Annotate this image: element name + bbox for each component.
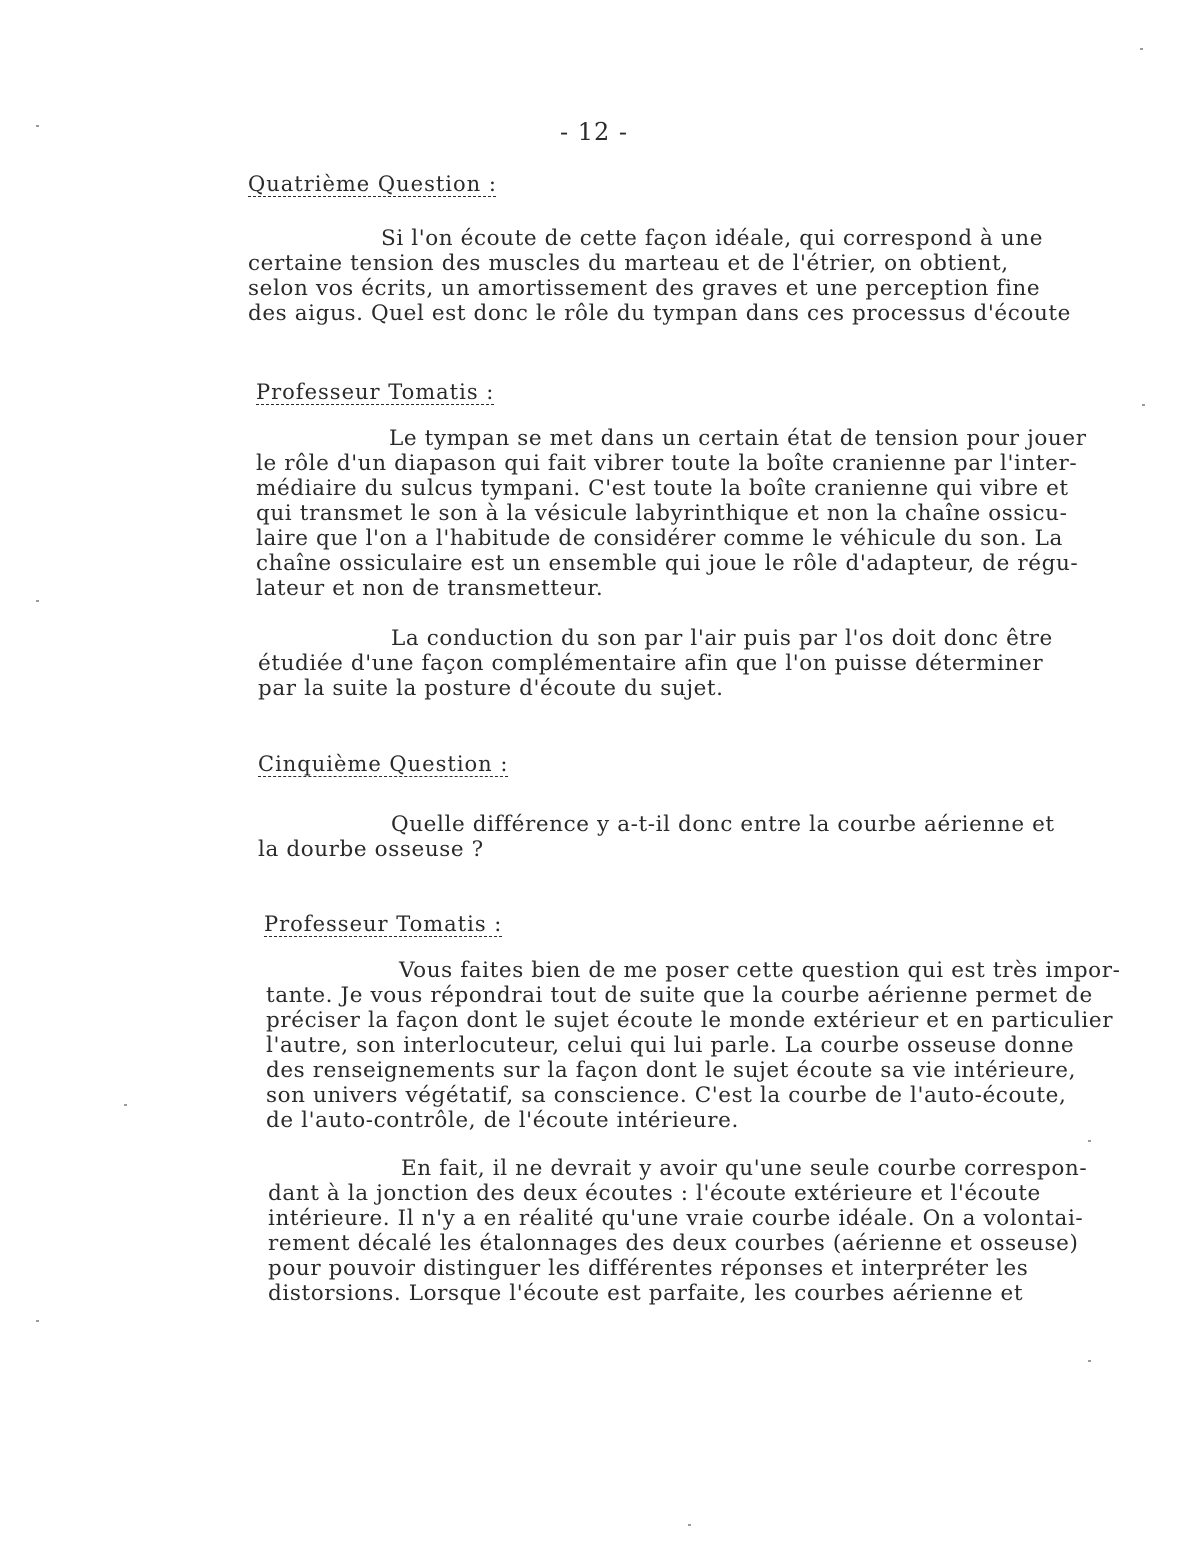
- question-4-paragraph: [248, 226, 1071, 326]
- section-heading-answer-5: Professeur Tomatis :: [264, 912, 503, 936]
- text-line: distorsions. Lorsque l'écoute est parfaite, les courbes aérienne et: [268, 1281, 1024, 1306]
- text-line: La conduction du son par l'air puis par l'os doit donc être: [391, 626, 1053, 651]
- text-line: son univers végétatif, sa conscience. C'est la courbe de l'auto-écoute,: [266, 1083, 1067, 1108]
- text-line: intérieure. Il n'y a en réalité qu'une vraie courbe idéale. On a volontai-: [268, 1206, 1084, 1231]
- answer-5-paragraph-2: [268, 1156, 1087, 1306]
- scan-speck: [36, 600, 39, 602]
- text-line: de l'auto-contrôle, de l'écoute intérieure.: [266, 1108, 739, 1133]
- text-line: selon vos écrits, un amortissement des graves et une perception fine: [248, 276, 1041, 301]
- text-line: chaîne ossiculaire est un ensemble qui joue le rôle d'adapteur, de régu-: [256, 551, 1079, 576]
- text-line: qui transmet le son à la vésicule labyrinthique et non la chaîne ossicu-: [256, 501, 1068, 526]
- scan-speck: [1140, 48, 1143, 50]
- text-line: des renseignements sur la façon dont le sujet écoute sa vie intérieure,: [266, 1058, 1077, 1083]
- text-line: dant à la jonction des deux écoutes : l'écoute extérieure et l'écoute: [268, 1181, 1041, 1206]
- text-line: l'autre, son interlocuteur, celui qui lui parle. La courbe osseuse donne: [266, 1033, 1075, 1058]
- text-line: Vous faites bien de me poser cette question qui est très impor-: [399, 958, 1121, 983]
- text-line: des aigus. Quel est donc le rôle du tympan dans ces processus d'écoute: [248, 301, 1071, 326]
- scan-speck: [36, 125, 39, 127]
- text-line: la dourbe osseuse ?: [258, 837, 484, 862]
- scan-speck: [1088, 1140, 1091, 1142]
- section-heading-question-5: Cinquième Question :: [258, 752, 509, 776]
- section-heading-question-4: Quatrième Question :: [248, 172, 497, 196]
- text-line: Quelle différence y a-t-il donc entre la courbe aérienne et: [391, 812, 1055, 837]
- text-line: En fait, il ne devrait y avoir qu'une seule courbe correspon-: [401, 1156, 1088, 1181]
- question-5-paragraph: [258, 812, 1055, 862]
- text-line: Si l'on écoute de cette façon idéale, qui correspond à une: [381, 226, 1044, 251]
- text-line: laire que l'on a l'habitude de considérer comme le véhicule du son. La: [256, 526, 1063, 551]
- scan-speck: [688, 1524, 691, 1526]
- page-number: - 12 -: [560, 118, 629, 146]
- text-line: rement décalé les étalonnages des deux courbes (aérienne et osseuse): [268, 1231, 1079, 1256]
- answer-4-paragraph-1: [256, 426, 1087, 601]
- text-line: tante. Je vous répondrai tout de suite que la courbe aérienne permet de: [266, 983, 1093, 1008]
- scan-speck: [36, 1320, 39, 1322]
- scan-speck: [1142, 404, 1145, 406]
- section-heading-answer-4: Professeur Tomatis :: [256, 380, 495, 404]
- answer-5-paragraph-1: [266, 958, 1120, 1133]
- text-line: Le tympan se met dans un certain état de tension pour jouer: [389, 426, 1087, 451]
- text-line: lateur et non de transmetteur.: [256, 576, 604, 601]
- scan-speck: [1088, 1360, 1091, 1362]
- text-line: certaine tension des muscles du marteau et de l'étrier, on obtient,: [248, 251, 1009, 276]
- scan-speck: [124, 1104, 127, 1106]
- text-line: par la suite la posture d'écoute du sujet.: [258, 676, 724, 701]
- answer-4-paragraph-2: [258, 626, 1053, 701]
- text-line: médiaire du sulcus tympani. C'est toute la boîte cranienne qui vibre et: [256, 476, 1069, 501]
- text-line: le rôle d'un diapason qui fait vibrer toute la boîte cranienne par l'inter-: [256, 451, 1078, 476]
- text-line: pour pouvoir distinguer les différentes réponses et interpréter les: [268, 1256, 1029, 1281]
- text-line: préciser la façon dont le sujet écoute le monde extérieur et en particulier: [266, 1008, 1114, 1033]
- text-line: étudiée d'une façon complémentaire afin que l'on puisse déterminer: [258, 651, 1044, 676]
